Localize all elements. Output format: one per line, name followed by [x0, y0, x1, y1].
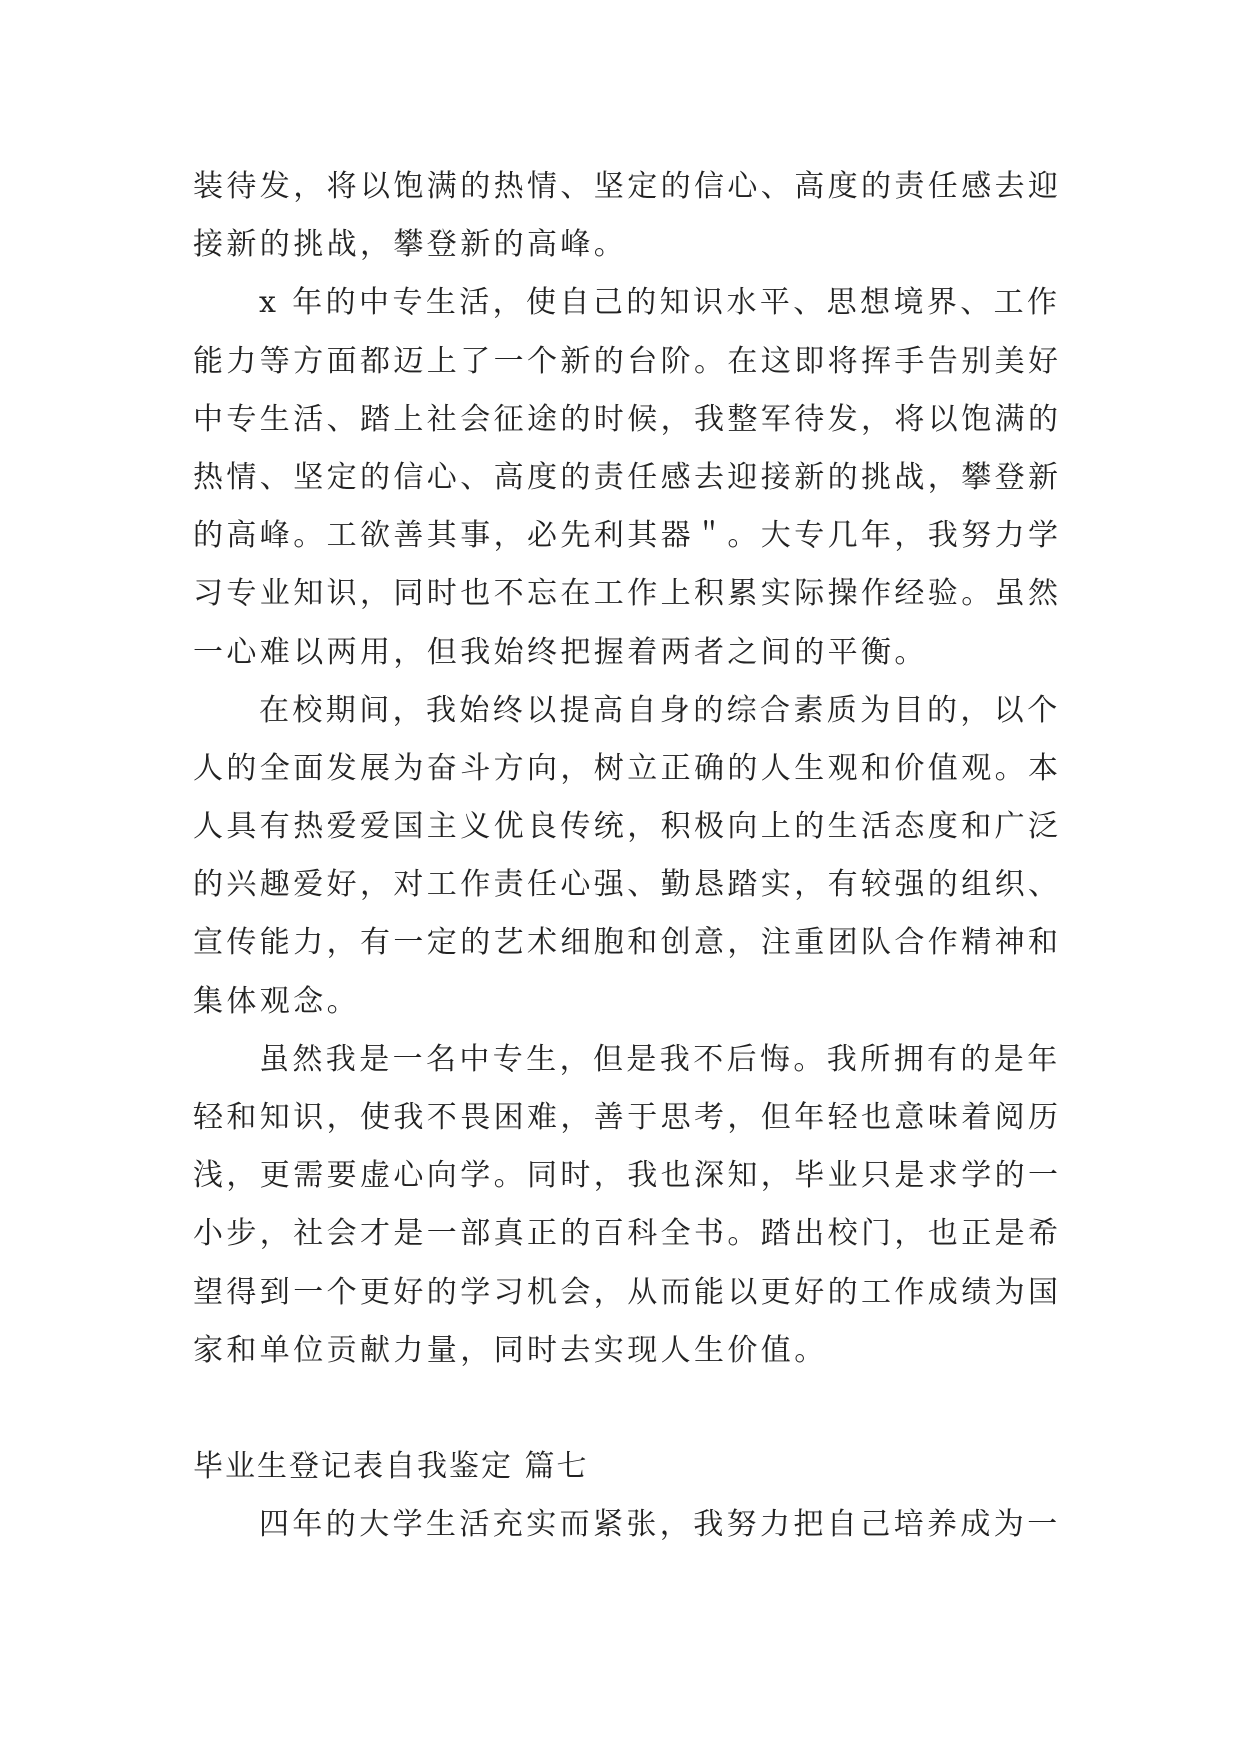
- section-heading: 毕业生登记表自我鉴定 篇七: [193, 1448, 589, 1484]
- text-line: 习专业知识，同时也不忘在工作上积累实际操作经验。虽然: [193, 576, 1062, 612]
- text-line: 人的全面发展为奋斗方向，树立正确的人生观和价值观。本: [193, 750, 1062, 786]
- text-line: 虽然我是一名中专生，但是我不后悔。我所拥有的是年: [259, 1041, 1061, 1077]
- text-line: x 年的中专生活，使自己的知识水平、思想境界、工作: [259, 285, 1061, 321]
- text-line: 的兴趣爱好，对工作责任心强、勤恳踏实，有较强的组织、: [193, 867, 1062, 903]
- text-line: 集体观念。: [193, 983, 360, 1019]
- text-line: 望得到一个更好的学习机会，从而能以更好的工作成绩为国: [193, 1274, 1062, 1310]
- text-line: 中专生活、踏上社会征途的时候，我整军待发，将以饱满的: [193, 401, 1062, 437]
- paragraph-continuation: [193, 158, 1062, 274]
- paragraph: [193, 1031, 1062, 1380]
- text-line: 浅，更需要虚心向学。同时，我也深知，毕业只是求学的一: [193, 1158, 1062, 1194]
- text-line: 宣传能力，有一定的艺术细胞和创意，注重团队合作精神和: [193, 925, 1062, 961]
- text-line: 家和单位贡献力量，同时去实现人生价值。: [193, 1332, 828, 1368]
- section-spacer: [193, 1380, 1053, 1438]
- paragraph: [193, 682, 1062, 1031]
- paragraph: [193, 1496, 1061, 1554]
- text-line: 轻和知识，使我不畏困难，善于思考，但年轻也意味着阅历: [193, 1100, 1062, 1135]
- paragraph: [193, 274, 1062, 681]
- text-line: 热情、坚定的信心、高度的责任感去迎接新的挑战，攀登新: [193, 459, 1062, 495]
- text-line: 四年的大学生活充实而紧张，我努力把自己培养成为一: [259, 1507, 1061, 1543]
- text-line: 一心难以两用，但我始终把握着两者之间的平衡。: [193, 634, 928, 670]
- text-line: 在校期间，我始终以提高自身的综合素质为目的，以个: [259, 692, 1061, 728]
- text-line: 装待发，将以饱满的热情、坚定的信心、高度的责任感去迎: [193, 169, 1062, 204]
- text-line: 的高峰。工欲善其事，必先利其器＂。大专几年，我努力学: [193, 518, 1062, 554]
- text-line: 接新的挑战，攀登新的高峰。: [193, 227, 628, 263]
- text-line: 人具有热爱爱国主义优良传统，积极向上的生活态度和广泛: [193, 809, 1062, 845]
- text-line: 能力等方面都迈上了一个新的台阶。在这即将挥手告别美好: [193, 343, 1062, 379]
- document-body: [193, 158, 1062, 1554]
- text-line: 小步，社会才是一部真正的百科全书。踏出校门，也正是希: [193, 1216, 1062, 1252]
